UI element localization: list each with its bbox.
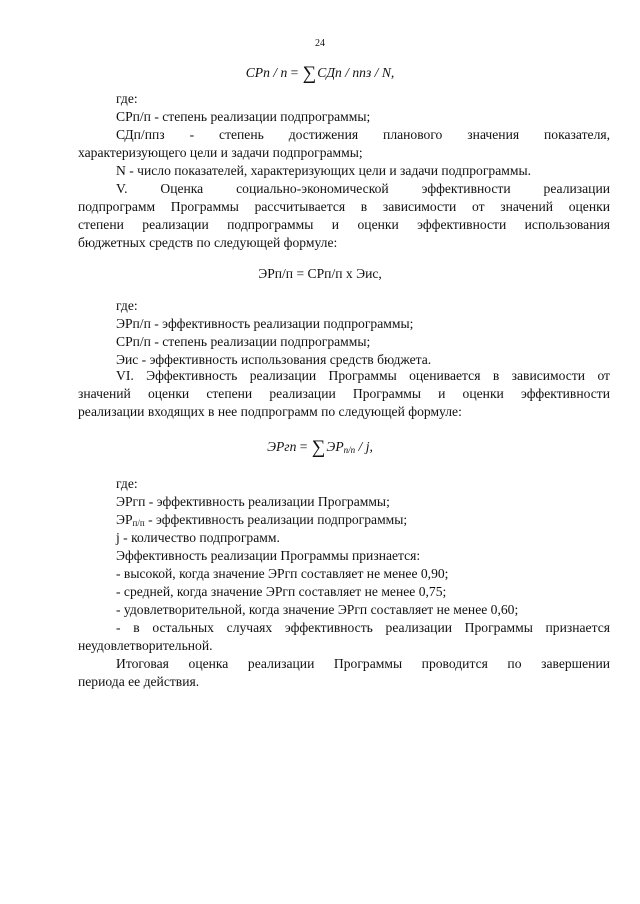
formula-srpn: СРп / n = ∑СДп / ппз / N, xyxy=(245,63,395,84)
section-vi-line2: значений оценки степени реализации Программы и оценки эффективности xyxy=(78,386,610,401)
formula-erpp: ЭРп/п = СРп/п х Эис, xyxy=(258,266,382,281)
rating-satisfactory: - удовлетворительной, когда значение ЭРгп составляет не менее 0,60; xyxy=(116,602,519,617)
section-vi-line1: VI. Эффективность реализации Программы оценивается в зависимости от xyxy=(116,368,610,383)
section-v-line1: V. Оценка социально-экономической эффективности реализации xyxy=(116,181,610,196)
sum-symbol: ∑ xyxy=(302,63,317,84)
formula-lhs: СРп / n xyxy=(245,65,288,80)
final-assessment-line1: Итоговая оценка реализации Программы проводится по завершении xyxy=(116,656,610,671)
section-vi-line3: реализации входящих в нее подпрограмм по следующей формуле: xyxy=(78,404,462,419)
where-label: где: xyxy=(116,298,138,313)
definition-j: j - количество подпрограмм. xyxy=(116,530,280,545)
section-v-line4: бюджетных средств по следующей формуле: xyxy=(78,235,338,250)
final-assessment-line2: периода ее действия. xyxy=(78,674,200,689)
rating-other-line2: неудовлетворительной. xyxy=(78,638,213,653)
formula-ergp: ЭРгп = $\sum ЭР_{п/п}$ / j, xyxy=(267,437,373,458)
definition-srpp: СРп/п - степень реализации подпрограммы; xyxy=(116,109,371,124)
formula-term: СДп / ппз / N, xyxy=(317,65,395,80)
definition-eis: Эис - эффективность использования средств бюджета. xyxy=(116,352,432,367)
definition-srpp: СРп/п - степень реализации подпрограммы; xyxy=(116,334,371,349)
rating-high: - высокой, когда значение ЭРгп составляет не менее 0,90; xyxy=(116,566,449,581)
formula-lhs: ЭРгп xyxy=(267,439,297,454)
definition-erpp: ЭРп/п - эффективность реализации подпрограммы; xyxy=(116,316,414,331)
definition-erpp: $ЭР_{п/п}$ - эффективность реализации подпрограммы; xyxy=(116,512,408,528)
rating-other-line1: - в остальных случаях эффективность реализации Программы признается xyxy=(116,620,610,635)
page-number: 24 xyxy=(315,38,325,49)
where-label: где: xyxy=(116,91,138,106)
section-v-line2: подпрограмм Программы рассчитывается в зависимости от значений оценки xyxy=(78,199,610,214)
where-label: где: xyxy=(116,476,138,491)
definition-sdppz-line1: СДп/ппз - степень достижения планового значения показателя, xyxy=(116,127,610,142)
recognition-intro: Эффективность реализации Программы признается: xyxy=(116,548,421,563)
definition-n: N - число показателей, характеризующих цели и задачи подпрограммы. xyxy=(116,163,531,178)
definition-ergp: ЭРгп - эффективность реализации Программы; xyxy=(116,494,390,509)
sum-symbol: ∑ xyxy=(311,437,326,458)
rating-medium: - средней, когда значение ЭРгп составляет не менее 0,75; xyxy=(116,584,447,599)
definition-sdppz-line2: характеризующего цели и задачи подпрограммы; xyxy=(78,145,363,160)
section-v-line3: степени реализации подпрограммы и оценки эффективности использования xyxy=(78,217,610,232)
